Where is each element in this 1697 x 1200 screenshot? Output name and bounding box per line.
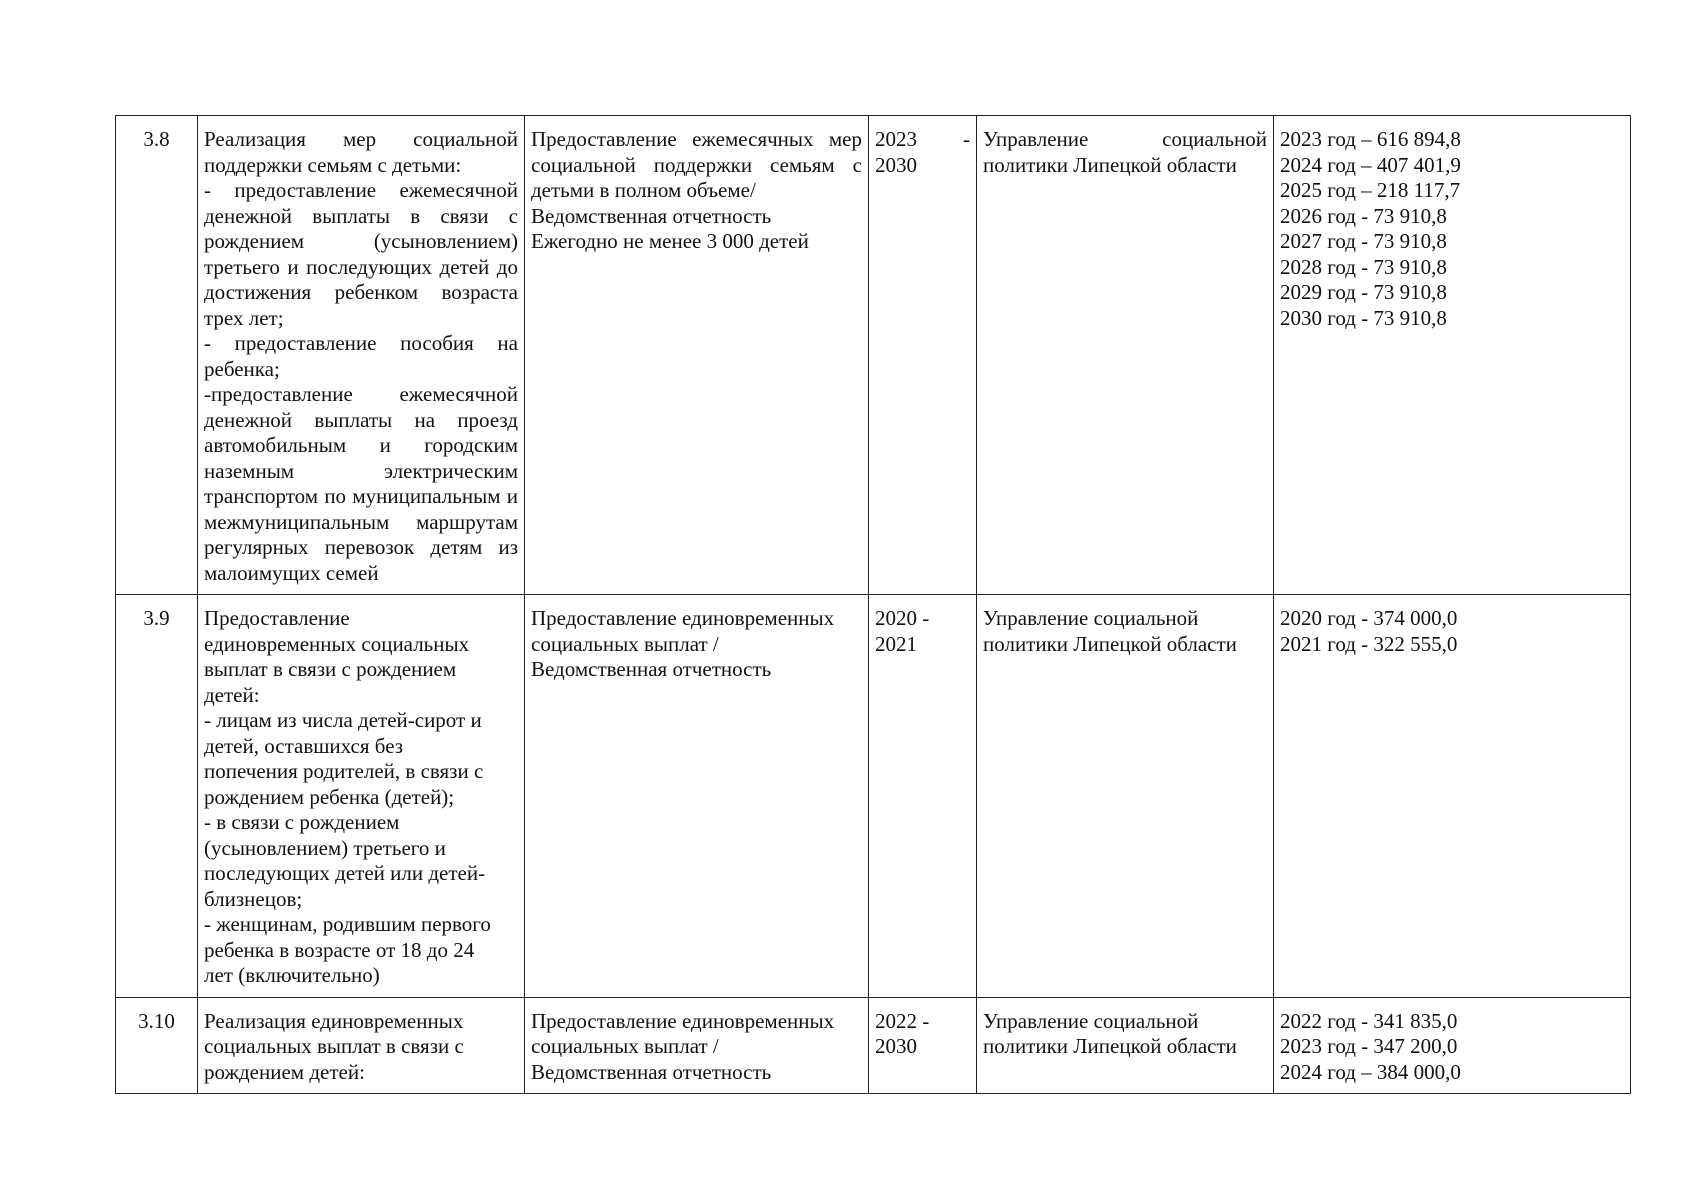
funding-line: 2022 год - 341 835,0 [1280, 1008, 1458, 1033]
activity-cell [198, 595, 525, 998]
result-cell [525, 997, 869, 1094]
activity-line: последующих детей или детей- [204, 861, 486, 885]
funding-line: 2024 год – 384 000,0 [1280, 1059, 1461, 1084]
period-cell [869, 595, 977, 998]
funding-cell [1274, 116, 1631, 595]
activity-line: ребенка в возрасте от 18 до 24 [204, 937, 475, 962]
activity-paragraph: Реализация мер социальной поддержки семьям с детьми: [204, 127, 518, 177]
activity-line: выплат в связи с рождением [204, 657, 457, 681]
period-cell [869, 116, 977, 595]
period-end: 2030 [875, 152, 917, 177]
activity-line: (усыновлением) третьего и [204, 835, 446, 860]
activity-line: Реализация единовременных [204, 1008, 464, 1033]
activity-line: - в связи с рождением [204, 810, 400, 834]
result-line: Предоставление единовременных [531, 606, 835, 630]
result-paragraph: Ежегодно не менее 3 000 детей [531, 229, 809, 253]
table-row [116, 595, 1631, 998]
activity-paragraph: - предоставление ежемесячной денежной выплаты в связи с рождением (усыновлением) третьего и последующих детей до достижения ребенком возраста трех лет; [204, 178, 518, 330]
executor-line: политики Липецкой области [983, 631, 1237, 656]
period-line: 2030 [875, 1034, 917, 1058]
funding-cell [1274, 595, 1631, 998]
activity-line: близнецов; [204, 886, 303, 911]
period-start: 2023 [875, 127, 917, 151]
result-line: Ведомственная отчетность [531, 657, 772, 681]
period-cell [869, 997, 977, 1094]
result-line: Предоставление единовременных [531, 1008, 835, 1033]
funding-line: 2021 год - 322 555,0 [1280, 631, 1458, 656]
result-paragraph: Предоставление ежемесячных мер социальной поддержки семьям с детьми в полном объеме/ [531, 127, 862, 202]
activity-line: - лицам из числа детей-сирот и [204, 708, 482, 732]
result-line: социальных выплат / [531, 1034, 719, 1058]
result-paragraph: Ведомственная отчетность [531, 203, 772, 228]
row-number: 3.9 [116, 595, 198, 998]
executor-line: политики Липецкой области [983, 1034, 1237, 1058]
activity-line: - женщинам, родившим первого [204, 912, 491, 936]
activity-line: рождением детей: [204, 1059, 365, 1084]
row-number: 3.10 [116, 997, 198, 1094]
executor-line: Управление социальной [983, 1008, 1199, 1033]
activity-line: лет (включительно) [204, 963, 380, 987]
funding-line: 2030 год - 73 910,8 [1280, 305, 1447, 330]
activity-line: рождением ребенка (детей); [204, 784, 455, 809]
executor-cell: Управление социальной политики Липецкой области [977, 116, 1274, 595]
funding-line: 2027 год - 73 910,8 [1280, 229, 1447, 253]
funding-line: 2024 год – 407 401,9 [1280, 152, 1461, 177]
table-row [116, 997, 1631, 1094]
activity-line: Предоставление [204, 606, 350, 630]
activity-paragraph: -предоставление ежемесячной денежной выплаты на проезд автомобильным и городским наземным электрическим транспортом по муниципальным и межмуниципальным маршрутам регулярных перевозок детям из малоимущих семей [204, 382, 518, 585]
result-cell [525, 116, 869, 595]
row-number: 3.8 [116, 116, 198, 595]
executor-cell [977, 997, 1274, 1094]
period-line: 2021 [875, 631, 917, 656]
activity-cell [198, 116, 525, 595]
period-line: 2022 - [875, 1008, 930, 1033]
table-row [116, 116, 1631, 595]
program-activities-table [115, 115, 1631, 1094]
activity-line: попечения родителей, в связи с [204, 759, 484, 783]
funding-line: 2020 год - 374 000,0 [1280, 606, 1458, 630]
activity-cell [198, 997, 525, 1094]
activity-line: единовременных социальных [204, 631, 470, 656]
funding-line: 2029 год - 73 910,8 [1280, 280, 1447, 304]
funding-line: 2026 год - 73 910,8 [1280, 203, 1447, 228]
activity-line: детей: [204, 682, 260, 707]
result-line: Ведомственная отчетность [531, 1059, 772, 1084]
executor-cell [977, 595, 1274, 998]
result-line: социальных выплат / [531, 631, 719, 656]
funding-line: 2023 год – 616 894,8 [1280, 127, 1461, 151]
funding-line: 2028 год - 73 910,8 [1280, 254, 1447, 279]
funding-cell [1274, 997, 1631, 1094]
funding-line: 2023 год - 347 200,0 [1280, 1034, 1458, 1058]
period-line: 2020 - [875, 606, 930, 630]
activity-line: детей, оставшихся без [204, 733, 404, 758]
result-cell [525, 595, 869, 998]
executor-line: Управление социальной [983, 606, 1199, 630]
funding-line: 2025 год – 218 117,7 [1280, 178, 1461, 202]
period-dash: - [963, 127, 970, 151]
activity-line: социальных выплат в связи с [204, 1034, 464, 1058]
activity-paragraph: - предоставление пособия на ребенка; [204, 331, 518, 381]
